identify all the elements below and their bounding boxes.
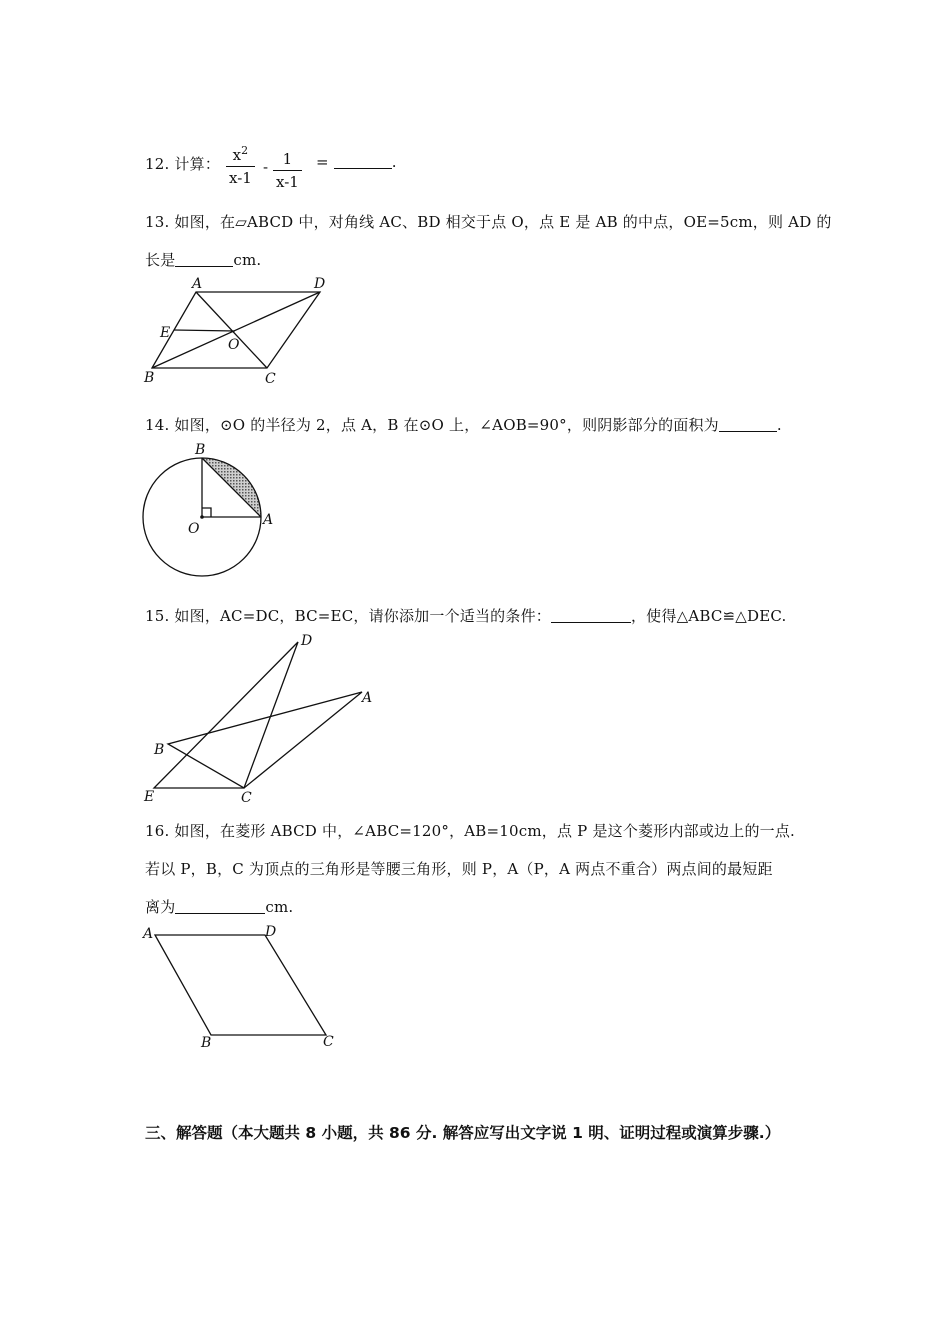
q12-frac1-numerator: x [232, 146, 242, 164]
q12-prefix: 12. 计算： [145, 155, 221, 173]
q13-line2-pre: 长是 [145, 251, 176, 269]
q16-line-2: 若以 P，B，C 为顶点的三角形是等腰三角形，则 P，A（P，A 两点不重合）两点间的最短距 [145, 860, 773, 878]
q16-label-c: C [323, 1034, 334, 1050]
q13-label-a: A [192, 276, 203, 292]
q13-line-2 [145, 249, 261, 270]
q12-fraction-2 [273, 150, 302, 191]
q13-line2-post: cm. [233, 251, 262, 269]
section-3-heading: 三、解答题（本大题共 8 小题，共 86 分. 解答应写出文字说 1 明、证明过程或演算步骤.） [145, 1124, 781, 1142]
q15-answer-blank[interactable] [551, 607, 631, 623]
q16-line3-post: cm. [265, 898, 294, 916]
q15-label-e: E [144, 789, 155, 805]
q12-equals: = [316, 153, 329, 171]
q13-label-d: D [314, 276, 326, 292]
q12-end: . [391, 153, 397, 171]
q13-label-e: E [160, 325, 171, 341]
q15-label-a: A [362, 690, 373, 706]
q16-label-b: B [201, 1035, 212, 1051]
q14-text [145, 414, 782, 435]
q15-label-c: C [241, 790, 252, 806]
q16-rhombus-outline [155, 935, 326, 1035]
q16-rhombus-figure [140, 922, 350, 1052]
q16-line3-pre: 离为 [145, 898, 176, 916]
q15-triangle-abc [168, 692, 362, 788]
q13-line-1: 13. 如图，在▱ABCD 中，对角线 AC、BD 相交于点 O，点 E 是 AB 的中点，OE=5cm，则 AD 的 [145, 213, 832, 231]
q12-frac1-denominator: x-1 [229, 169, 252, 187]
q14-right-angle-mark [202, 508, 211, 517]
q13-parallelogram-figure [140, 275, 340, 385]
q15-triangles-figure [140, 630, 380, 805]
q14-label-b: B [195, 442, 206, 458]
q12-frac2-numerator: 1 [273, 150, 302, 171]
q14-label-o: O [188, 521, 200, 537]
q15-label-d: D [301, 633, 313, 649]
q13-answer-blank[interactable] [175, 251, 233, 267]
q15-text [145, 605, 787, 626]
q16-answer-blank[interactable] [175, 898, 265, 914]
q12-answer [316, 153, 397, 171]
q15-text-post: ，使得△ABC≌△DEC. [630, 607, 787, 625]
q16-label-d: D [265, 924, 277, 940]
q12-frac1-exponent: 2 [241, 144, 249, 157]
q13-label-o: O [228, 337, 240, 353]
q14-label-a: A [263, 512, 274, 528]
q13-label-c: C [265, 371, 276, 387]
q14-text-pre: 14. 如图，⊙O 的半径为 2，点 A，B 在⊙O 上，∠AOB=90°，则阴影部分的面积为 [145, 416, 719, 434]
q16-line-3 [145, 896, 293, 917]
q12-minus: - [263, 158, 269, 176]
q14-circle-figure [140, 438, 290, 588]
q13-segment-eo [174, 330, 235, 331]
q12-fraction-1 [226, 144, 255, 187]
q16-label-a: A [143, 926, 154, 942]
q13-label-b: B [144, 370, 155, 386]
q12-frac2-denominator: x-1 [276, 173, 299, 191]
q14-center-dot [200, 515, 204, 519]
q14-text-post: . [776, 416, 782, 434]
q12-answer-blank[interactable] [334, 153, 392, 169]
q15-label-b: B [154, 742, 165, 758]
q14-answer-blank[interactable] [719, 416, 777, 432]
q16-line-1: 16. 如图，在菱形 ABCD 中，∠ABC=120°，AB=10cm，点 P 是这个菱形内部或边上的一点. [145, 822, 796, 840]
q15-text-pre: 15. 如图，AC=DC，BC=EC，请你添加一个适当的条件： [145, 607, 551, 625]
